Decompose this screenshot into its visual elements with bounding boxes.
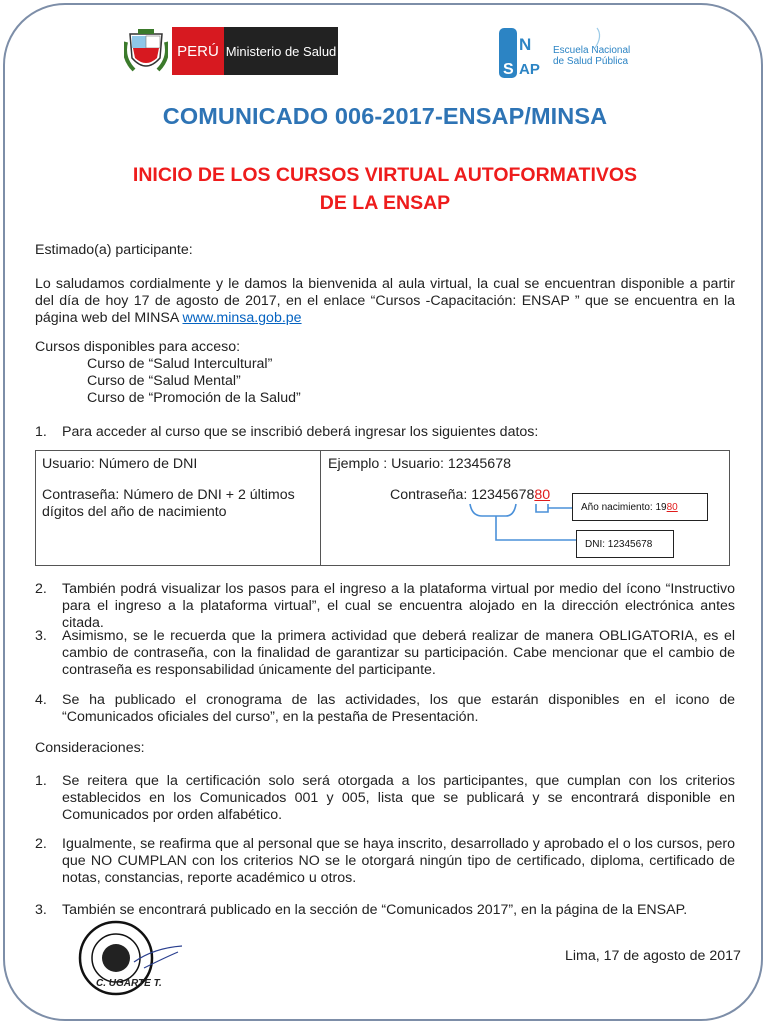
considerations-heading: Consideraciones: <box>35 740 145 756</box>
consideration-number: 3. <box>35 902 47 918</box>
svg-text:S: S <box>503 61 514 78</box>
user-label: Usuario: Número de DNI <box>42 456 198 472</box>
ensap-name <box>553 45 630 67</box>
step-text: Asimismo, se le recuerda que la primera actividad que deberá realizar de manera OBLIGATORIA, es el cambio de contraseña, con la finalidad de garantizar su participación. Cabe mencionar que el cambio de contraseña es responsabilidad únicamente del participante. <box>62 628 735 678</box>
page-title: COMUNICADO 006-2017-ENSAP/MINSA <box>162 103 608 129</box>
step-number: 1. <box>35 424 47 440</box>
step-number: 4. <box>35 692 47 708</box>
ministry-label: Ministerio de Salud <box>224 27 338 75</box>
birth-year-suffix: 80 <box>666 501 678 513</box>
birth-year-box <box>572 493 708 521</box>
consideration-text: Igualmente, se reafirma que al personal que se haya inscrito, desarrollado y aprobado el o los cursos, pero que NO CUMPLAN con los criterios NO se le otorgará ningún tipo de certificado, diploma, certificado de notas, constancias, reporte académico u otros. <box>62 836 735 886</box>
birth-year-label: Año nacimiento: 19 <box>581 501 667 513</box>
minsa-link[interactable]: www.minsa.gob.pe <box>182 310 302 326</box>
example-user: Ejemplo : Usuario: 12345678 <box>328 456 511 472</box>
subtitle-line2: DE LA ENSAP <box>319 192 451 214</box>
peru-label: PERÚ <box>172 27 224 75</box>
bracket-connectors <box>460 500 580 548</box>
example-password-suffix: 80 <box>534 487 551 503</box>
ensap-name-line1: Escuela Nacional <box>553 45 631 56</box>
peru-coat-of-arms-icon <box>124 28 168 78</box>
course-item: Curso de “Salud Intercultural” <box>87 356 273 372</box>
example-password-prefix: Contraseña: 12345678 <box>390 487 535 503</box>
intro-text: Lo saludamos cordialmente y le damos la bienvenida al aula virtual, la cual se encuentran disponible a partir del día de hoy 17 de agosto de 2017, en el enlace “Cursos -Capacitación: ENSAP ” que se encuentra en la página web del MINSA <box>35 276 735 326</box>
step-number: 3. <box>35 628 47 644</box>
svg-text:AP: AP <box>519 61 540 78</box>
svg-text:N: N <box>519 35 532 54</box>
minsa-logo <box>172 27 338 75</box>
password-label-line2: dígitos del año de nacimiento <box>42 504 227 520</box>
step-number: 2. <box>35 581 47 597</box>
step-text: Para acceder al curso que se inscribió deberá ingresar los siguientes datos: <box>62 424 539 440</box>
course-item: Curso de “Salud Mental” <box>87 373 241 389</box>
intro-paragraph <box>35 276 735 327</box>
password-label-line1: Contraseña: Número de DNI + 2 últimos <box>42 487 295 503</box>
dni-box: DNI: 12345678 <box>576 530 674 558</box>
consideration-text: Se reitera que la certificación solo será otorgada a los participantes, que cumplan con los criterios establecidos en los Comunicados 001 y 005, lista que se publicará y se encontrará disponible en Comunicados por orden alfabético. <box>62 773 735 823</box>
table-divider <box>320 450 321 566</box>
date-line: Lima, 17 de agosto de 2017 <box>565 948 741 964</box>
step-text: Se ha publicado el cronograma de las actividades, los que estarán disponibles en el icono de “Comunicados oficiales del curso”, en la pestaña de Presentación. <box>62 692 735 725</box>
courses-heading: Cursos disponibles para acceso: <box>35 339 241 355</box>
greeting: Estimado(a) participante: <box>35 242 193 258</box>
consideration-number: 2. <box>35 836 47 852</box>
step-text: También podrá visualizar los pasos para el ingreso a la plataforma virtual por medio del ícono “Instructivo para el ingreso a la plataforma virtual”, el cual se encuentra alojado en la dirección electrónica antes citada. <box>62 581 735 631</box>
signature-name: C. UGARTE T. <box>96 978 162 989</box>
consideration-text: También se encontrará publicado en la sección de “Comunicados 2017”, en la página de la ENSAP. <box>62 902 688 918</box>
ensap-name-line2: de Salud Pública <box>553 56 629 67</box>
course-item: Curso de “Promoción de la Salud” <box>87 390 301 406</box>
subtitle-line1: INICIO DE LOS CURSOS VIRTUAL AUTOFORMATIVOS <box>132 164 638 186</box>
consideration-number: 1. <box>35 773 47 789</box>
